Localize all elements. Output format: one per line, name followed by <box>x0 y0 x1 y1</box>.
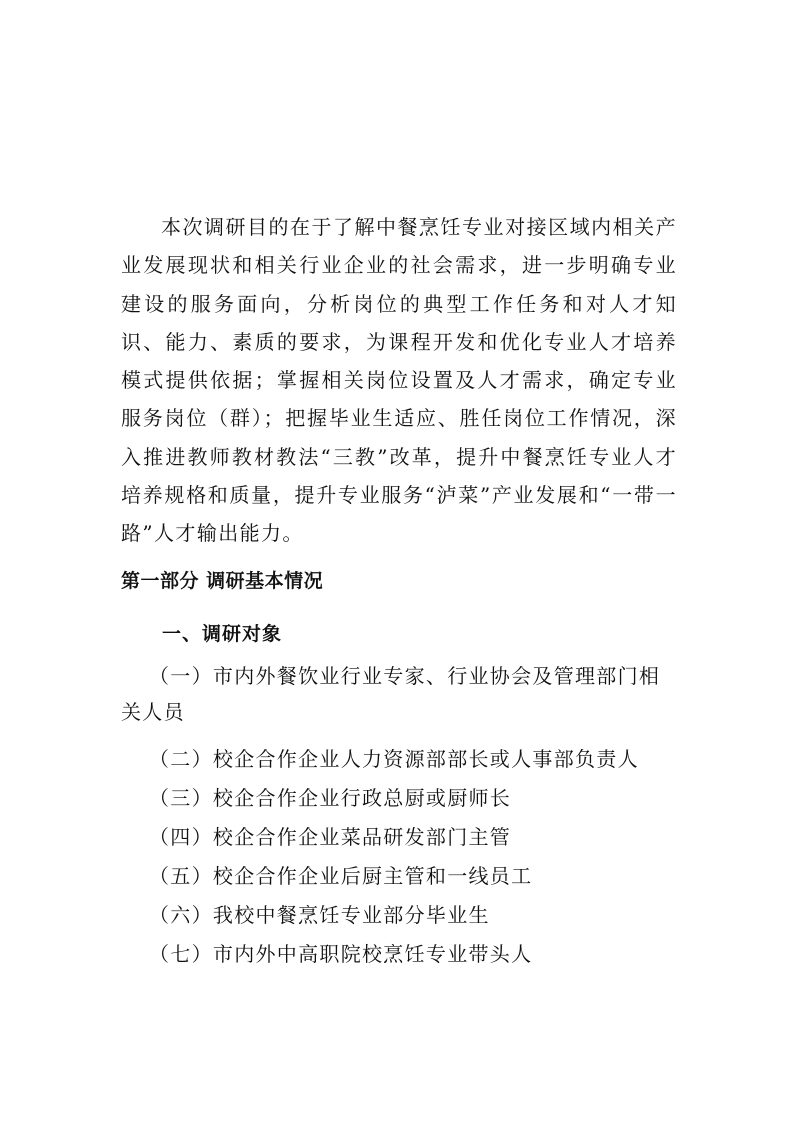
list-item: （二）校企合作企业人力资源部部长或人事部负责人 <box>149 747 639 771</box>
intro-paragraph: 本次调研目的在于了解中餐烹饪专业对接区域内相关产业发展现状和相关行业企业的社会需求，进一步明确专业建设的服务面向，分析岗位的典型工作任务和对人才知识、能力、素质的要求，为课程开发和优化专业人才培养模式提供依据；掌握相关岗位设置及人才需求，确定专业服务岗位（群）；把握毕业生适应、胜任岗位工作情况，深入推进教师教材教法“三教”改革，提升中餐烹饪专业人才培养规格和质量，提升专业服务“泸菜”产业发展和“一带一路”人才输出能力。 <box>121 215 677 546</box>
list-item: （六）我校中餐烹饪专业部分毕业生 <box>149 903 490 927</box>
survey-objects-list <box>121 658 681 975</box>
intro-section <box>121 208 677 553</box>
list-item: （三）校企合作企业行政总厨或厨师长 <box>149 786 512 810</box>
part-heading: 第一部分 调研基本情况 <box>121 570 324 592</box>
section-heading: 一、调研对象 <box>162 623 283 645</box>
list-item: （五）校企合作企业后厨主管和一线员工 <box>149 864 533 888</box>
list-item: （七）市内外中高职院校烹饪专业带头人 <box>149 942 533 966</box>
list-item: （四）校企合作企业菜品研发部门主管 <box>149 825 512 849</box>
list-item: （一）市内外餐饮业行业专家、行业协会及管理部门相关人员 <box>121 664 661 724</box>
